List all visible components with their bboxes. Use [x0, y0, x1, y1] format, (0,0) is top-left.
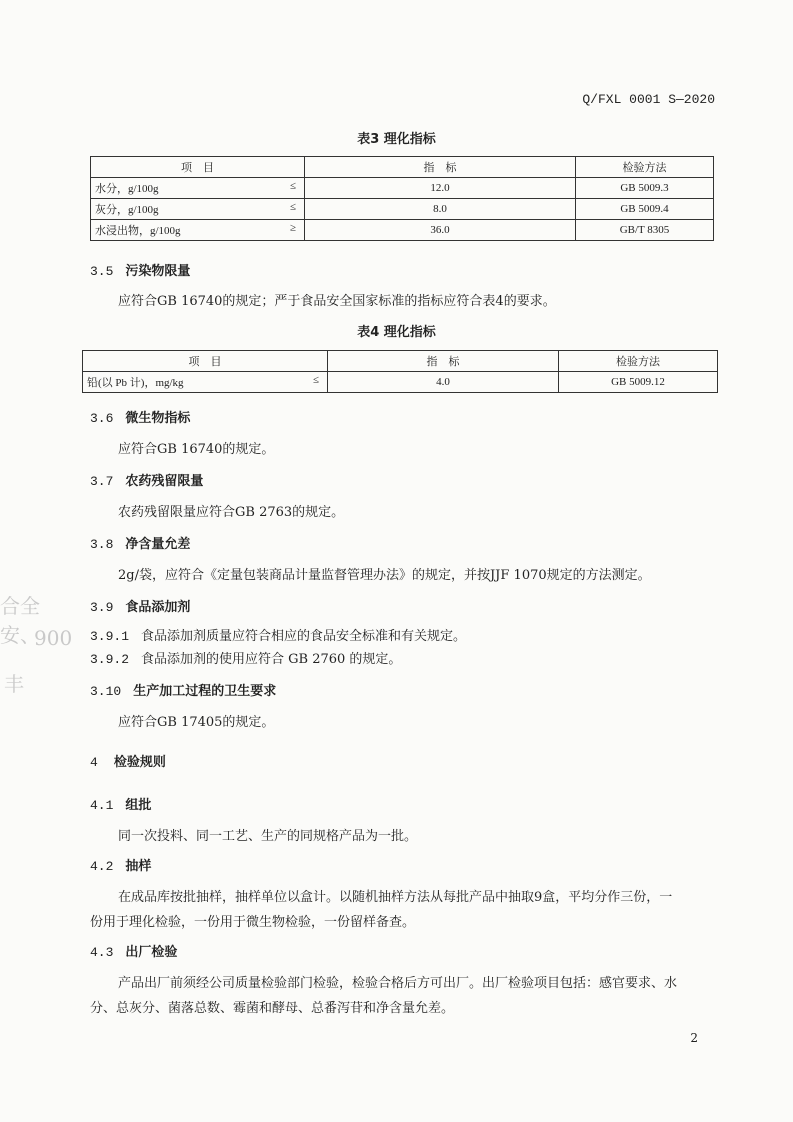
table3	[90, 156, 714, 241]
item-label: 灰分，g/100g	[95, 204, 159, 216]
section-heading: 3.6 微生物指标	[90, 411, 191, 426]
table-cell-method: GB/T 8305	[576, 220, 714, 241]
table-cell-value: 4.0	[328, 372, 559, 393]
paragraph: 应符合GB 16740的规定。	[118, 442, 275, 457]
section-heading: 3.7 农药残留限量	[90, 474, 204, 489]
column-header: 指 标	[328, 351, 559, 372]
bleed-through-mark: 丰	[4, 672, 24, 696]
comparison-symbol: ≤	[289, 180, 296, 192]
bleed-through-mark: 900	[34, 626, 73, 650]
section-heading: 3.5 污染物限量	[90, 264, 191, 279]
paragraph: 应符合GB 16740的规定；严于食品安全国家标准的指标应符合表4的要求。	[118, 294, 556, 309]
section-heading: 4.2 抽样	[90, 859, 152, 874]
section-heading: 3.10 生产加工过程的卫生要求	[90, 684, 277, 699]
comparison-symbol: ≥	[289, 222, 296, 234]
table-header-row	[83, 351, 718, 372]
table-cell-item	[91, 178, 305, 199]
paragraph: 农药残留限量应符合GB 2763的规定。	[118, 505, 345, 520]
document-code: Q/FXL 0001 S—2020	[582, 92, 715, 107]
table-cell-item	[83, 372, 328, 393]
paragraph-line: 份用于理化检验，一份用于微生物检验，一份留样备查。	[90, 915, 416, 930]
paragraph: 应符合GB 17405的规定。	[118, 715, 275, 730]
table4	[82, 350, 718, 393]
table-row	[83, 372, 718, 393]
bleed-through-mark: 合全安、	[0, 594, 40, 647]
section-heading: 4.3 出厂检验	[90, 945, 178, 960]
table3-caption: 表3 理化指标	[357, 132, 436, 147]
item-label: 铅(以 Pb 计)，mg/kg	[87, 377, 184, 389]
table-cell-item	[91, 199, 305, 220]
item-label: 水浸出物，g/100g	[95, 225, 181, 237]
subsection-paragraph: 3.9.1 食品添加剂质量应符合相应的食品安全标准和有关规定。	[90, 629, 467, 644]
table-cell-method: GB 5009.4	[576, 199, 714, 220]
table-cell-method: GB 5009.12	[559, 372, 718, 393]
table-row	[91, 220, 714, 241]
paragraph-line: 分、总灰分、菌落总数、霉菌和酵母、总番泻苷和净含量允差。	[90, 1001, 455, 1016]
table-cell-value: 36.0	[305, 220, 576, 241]
column-header: 项 目	[83, 351, 328, 372]
table-header-row	[91, 157, 714, 178]
table4-caption: 表4 理化指标	[357, 325, 436, 340]
table-cell-method: GB 5009.3	[576, 178, 714, 199]
item-label: 水分，g/100g	[95, 183, 159, 195]
table-cell-item	[91, 220, 305, 241]
subsection-paragraph: 3.9.2 食品添加剂的使用应符合 GB 2760 的规定。	[90, 652, 402, 667]
chapter-heading: 4 检验规则	[90, 755, 166, 770]
table-cell-value: 8.0	[305, 199, 576, 220]
section-heading: 3.8 净含量允差	[90, 537, 191, 552]
table-row	[91, 178, 714, 199]
column-header: 检验方法	[576, 157, 714, 178]
column-header: 指 标	[305, 157, 576, 178]
paragraph-line: 产品出厂前须经公司质量检验部门检验，检验合格后方可出厂。出厂检验项目包括：感官要求、水	[118, 976, 678, 991]
column-header: 检验方法	[559, 351, 718, 372]
comparison-symbol: ≤	[289, 201, 296, 213]
paragraph: 同一次投料、同一工艺、生产的同规格产品为一批。	[118, 829, 418, 844]
column-header: 项 目	[91, 157, 305, 178]
section-heading: 3.9 食品添加剂	[90, 600, 191, 615]
table-cell-value: 12.0	[305, 178, 576, 199]
paragraph: 2g/袋，应符合《定量包装商品计量监督管理办法》的规定，并按JJF 1070规定的方法测定。	[118, 568, 651, 583]
page-number: 2	[690, 1031, 698, 1045]
paragraph-line: 在成品库按批抽样，抽样单位以盒计。以随机抽样方法从每批产品中抽取9盒，平均分作三份，一	[118, 890, 673, 905]
section-heading: 4.1 组批	[90, 798, 152, 813]
comparison-symbol: ≤	[312, 374, 319, 386]
table-row	[91, 199, 714, 220]
